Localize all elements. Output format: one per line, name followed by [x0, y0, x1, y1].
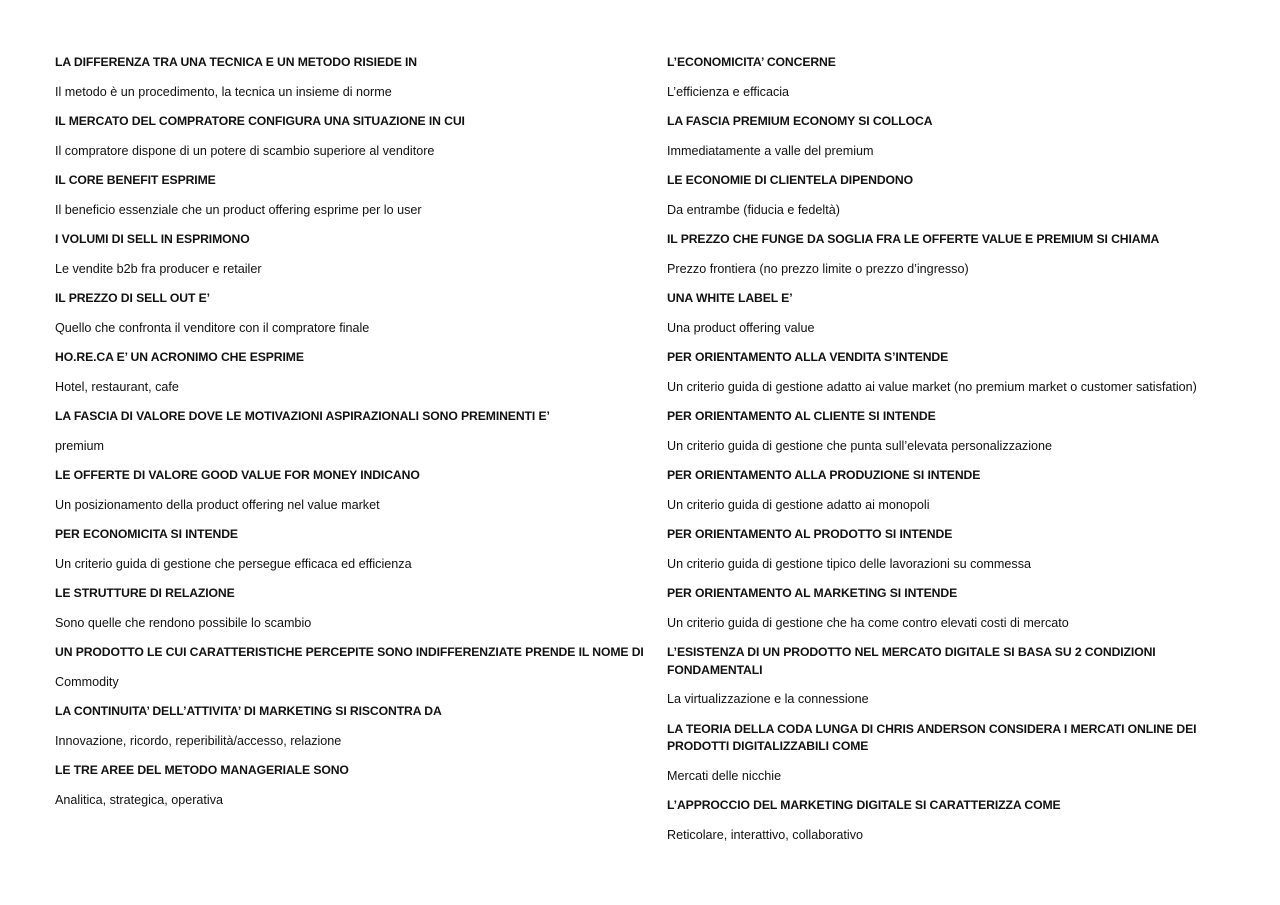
qa-item — [55, 585, 645, 632]
answer: Prezzo frontiera (no prezzo limite o prezzo d’ingresso) — [667, 261, 969, 276]
qa-item — [667, 113, 1227, 160]
question: PER ECONOMICITA SI INTENDE — [55, 527, 238, 541]
answer: Reticolare, interattivo, collaborativo — [667, 827, 863, 842]
question: LE TRE AREE DEL METODO MANAGERIALE SONO — [55, 763, 349, 777]
question: PER ORIENTAMENTO AL CLIENTE SI INTENDE — [667, 409, 936, 423]
qa-item — [667, 644, 1227, 709]
answer: L’efficienza e efficacia — [667, 84, 790, 99]
question: PER ORIENTAMENTO AL MARKETING SI INTENDE — [667, 586, 958, 600]
qa-item — [667, 231, 1227, 278]
question: IL PREZZO DI SELL OUT E’ — [55, 291, 210, 305]
answer: Una product offering value — [667, 320, 815, 335]
question: LA FASCIA PREMIUM ECONOMY SI COLLOCA — [667, 114, 933, 128]
question: L’APPROCCIO DEL MARKETING DIGITALE SI CARATTERIZZA COME — [667, 798, 1061, 812]
qa-item — [55, 467, 645, 514]
right-column — [667, 54, 1227, 856]
qa-item — [55, 526, 645, 573]
question: IL CORE BENEFIT ESPRIME — [55, 173, 216, 187]
answer: Immediatamente a valle del premium — [667, 143, 874, 158]
qa-item — [55, 644, 645, 691]
answer: La virtualizzazione e la connessione — [667, 692, 869, 706]
qa-item — [55, 113, 645, 160]
question: UN PRODOTTO LE CUI CARATTERISTICHE PERCEPITE SONO INDIFFERENZIATE PRENDE IL NOME DI — [55, 645, 644, 659]
qa-item — [667, 526, 1227, 573]
left-column — [55, 54, 645, 821]
answer: Mercati delle nicchie — [667, 768, 782, 783]
question: PER ORIENTAMENTO AL PRODOTTO SI INTENDE — [667, 527, 953, 541]
question: UNA WHITE LABEL E’ — [667, 291, 793, 305]
qa-item — [55, 54, 645, 101]
answer: Da entrambe (fiducia e fedeltà) — [667, 202, 840, 217]
qa-item — [667, 408, 1227, 455]
answer: Un criterio guida di gestione tipico delle lavorazioni su commessa — [667, 556, 1032, 571]
qa-item — [667, 349, 1227, 396]
question: IL PREZZO CHE FUNGE DA SOGLIA FRA LE OFFERTE VALUE E PREMIUM SI CHIAMA — [667, 232, 1160, 246]
answer: Un posizionamento della product offering nel value market — [55, 497, 380, 512]
question: HO.RE.CA E’ UN ACRONIMO CHE ESPRIME — [55, 350, 304, 364]
qa-item — [667, 172, 1227, 219]
qa-item — [55, 231, 645, 278]
answer: premium — [55, 438, 104, 453]
answer: Le vendite b2b fra producer e retailer — [55, 261, 262, 276]
qa-item — [55, 408, 645, 455]
answer: Hotel, restaurant, cafe — [55, 379, 179, 394]
question: LE OFFERTE DI VALORE GOOD VALUE FOR MONEY INDICANO — [55, 468, 420, 482]
question: PER ORIENTAMENTO ALLA VENDITA S’INTENDE — [667, 350, 949, 364]
answer: Un criterio guida di gestione che punta sull’elevata personalizzazione — [667, 438, 1053, 453]
question: PER ORIENTAMENTO ALLA PRODUZIONE SI INTENDE — [667, 468, 981, 482]
qa-item — [55, 290, 645, 337]
answer: Commodity — [55, 674, 119, 689]
qa-item — [667, 467, 1227, 514]
qa-item — [667, 721, 1227, 786]
question: LE ECONOMIE DI CLIENTELA DIPENDONO — [667, 173, 914, 187]
question: IL MERCATO DEL COMPRATORE CONFIGURA UNA SITUAZIONE IN CUI — [55, 114, 465, 128]
answer: Il metodo è un procedimento, la tecnica un insieme di norme — [55, 84, 392, 99]
answer: Sono quelle che rendono possibile lo scambio — [55, 615, 312, 630]
question: L’ECONOMICITA’ CONCERNE — [667, 55, 836, 69]
answer: Il beneficio essenziale che un product offering esprime per lo user — [55, 202, 422, 217]
answer: Quello che confronta il venditore con il compratore finale — [55, 320, 370, 335]
qa-item — [55, 703, 645, 750]
question: I VOLUMI DI SELL IN ESPRIMONO — [55, 232, 250, 246]
answer: Un criterio guida di gestione che persegue efficaca ed efficienza — [55, 556, 412, 571]
answer: Innovazione, ricordo, reperibilità/accesso, relazione — [55, 733, 342, 748]
qa-item — [667, 585, 1227, 632]
answer: Il compratore dispone di un potere di scambio superiore al venditore — [55, 143, 435, 158]
question: L’ESISTENZA DI UN PRODOTTO NEL MERCATO DIGITALE SI BASA SU 2 CONDIZIONI FONDAMENTALI — [667, 645, 1156, 677]
answer: Analitica, strategica, operativa — [55, 792, 224, 807]
qa-item — [667, 54, 1227, 101]
qa-item — [667, 290, 1227, 337]
question: LA TEORIA DELLA CODA LUNGA DI CHRIS ANDERSON CONSIDERA I MERCATI ONLINE DEI PRODOTTI DIGITALIZZABILI COME — [667, 721, 1197, 753]
question: LA FASCIA DI VALORE DOVE LE MOTIVAZIONI ASPIRAZIONALI SONO PREMINENTI E’ — [55, 409, 550, 423]
question: LA CONTINUITA’ DELL’ATTIVITA’ DI MARKETING SI RISCONTRA DA — [55, 704, 442, 718]
qa-item — [55, 762, 645, 809]
answer: Un criterio guida di gestione che ha come contro elevati costi di mercato — [667, 615, 1069, 630]
question: LE STRUTTURE DI RELAZIONE — [55, 586, 235, 600]
answer: Un criterio guida di gestione adatto ai monopoli — [667, 497, 930, 512]
qa-item — [667, 797, 1227, 844]
answer: Un criterio guida di gestione adatto ai value market (no premium market o customer satisfation) — [667, 379, 1197, 394]
qa-item — [55, 349, 645, 396]
qa-item — [55, 172, 645, 219]
question: LA DIFFERENZA TRA UNA TECNICA E UN METODO RISIEDE IN — [55, 55, 418, 69]
